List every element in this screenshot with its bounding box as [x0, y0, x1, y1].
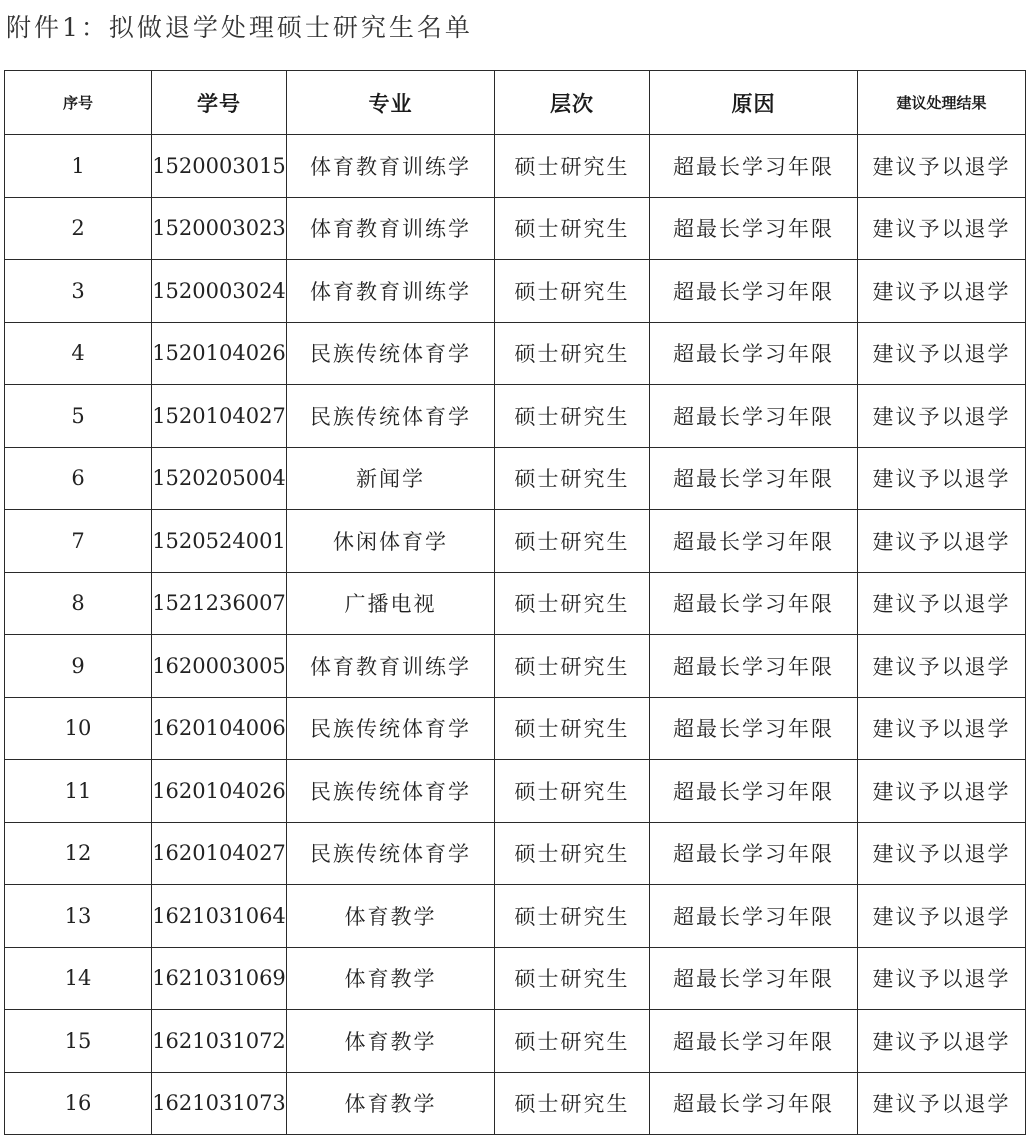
table-row — [5, 260, 1026, 323]
header-level: 层次 — [495, 71, 650, 135]
cell-seq: 15 — [5, 1010, 152, 1073]
cell-reason: 超最长学习年限 — [650, 260, 858, 323]
cell-reason: 超最长学习年限 — [650, 135, 858, 198]
cell-student-id: 1621031072 — [152, 1010, 287, 1073]
cell-result: 建议予以退学 — [858, 197, 1026, 260]
cell-student-id: 1520104027 — [152, 385, 287, 448]
cell-seq: 3 — [5, 260, 152, 323]
cell-reason: 超最长学习年限 — [650, 885, 858, 948]
table-row — [5, 760, 1026, 823]
cell-student-id: 1620003005 — [152, 635, 287, 698]
cell-major: 体育教学 — [287, 947, 495, 1010]
cell-major: 广播电视 — [287, 572, 495, 635]
table-row — [5, 1072, 1026, 1135]
table-row — [5, 697, 1026, 760]
cell-reason: 超最长学习年限 — [650, 760, 858, 823]
cell-result: 建议予以退学 — [858, 385, 1026, 448]
header-reason: 原因 — [650, 71, 858, 135]
cell-result: 建议予以退学 — [858, 447, 1026, 510]
cell-result: 建议予以退学 — [858, 1010, 1026, 1073]
cell-seq: 12 — [5, 822, 152, 885]
cell-reason: 超最长学习年限 — [650, 822, 858, 885]
cell-result: 建议予以退学 — [858, 135, 1026, 198]
cell-level: 硕士研究生 — [495, 510, 650, 573]
cell-level: 硕士研究生 — [495, 1072, 650, 1135]
header-result: 建议处理结果 — [858, 71, 1026, 135]
cell-level: 硕士研究生 — [495, 385, 650, 448]
cell-student-id: 1520524001 — [152, 510, 287, 573]
cell-major: 体育教育训练学 — [287, 197, 495, 260]
cell-major: 民族传统体育学 — [287, 322, 495, 385]
cell-major: 新闻学 — [287, 447, 495, 510]
cell-level: 硕士研究生 — [495, 260, 650, 323]
cell-reason: 超最长学习年限 — [650, 385, 858, 448]
table-row — [5, 947, 1026, 1010]
cell-seq: 5 — [5, 385, 152, 448]
cell-student-id: 1621031064 — [152, 885, 287, 948]
cell-level: 硕士研究生 — [495, 322, 650, 385]
cell-seq: 6 — [5, 447, 152, 510]
cell-level: 硕士研究生 — [495, 447, 650, 510]
header-seq: 序号 — [5, 71, 152, 135]
cell-reason: 超最长学习年限 — [650, 635, 858, 698]
cell-student-id: 1620104027 — [152, 822, 287, 885]
cell-result: 建议予以退学 — [858, 822, 1026, 885]
cell-major: 体育教育训练学 — [287, 635, 495, 698]
cell-result: 建议予以退学 — [858, 322, 1026, 385]
cell-reason: 超最长学习年限 — [650, 322, 858, 385]
table-row — [5, 322, 1026, 385]
table-row — [5, 885, 1026, 948]
table-row — [5, 135, 1026, 198]
table-row — [5, 447, 1026, 510]
cell-seq: 16 — [5, 1072, 152, 1135]
cell-result: 建议予以退学 — [858, 697, 1026, 760]
cell-result: 建议予以退学 — [858, 572, 1026, 635]
cell-student-id: 1520104026 — [152, 322, 287, 385]
cell-reason: 超最长学习年限 — [650, 447, 858, 510]
cell-result: 建议予以退学 — [858, 635, 1026, 698]
cell-level: 硕士研究生 — [495, 947, 650, 1010]
cell-student-id: 1520003024 — [152, 260, 287, 323]
cell-student-id: 1520205004 — [152, 447, 287, 510]
table-row — [5, 1010, 1026, 1073]
cell-result: 建议予以退学 — [858, 947, 1026, 1010]
cell-major: 体育教学 — [287, 885, 495, 948]
cell-student-id: 1520003023 — [152, 197, 287, 260]
cell-seq: 4 — [5, 322, 152, 385]
cell-reason: 超最长学习年限 — [650, 1072, 858, 1135]
cell-student-id: 1521236007 — [152, 572, 287, 635]
cell-major: 民族传统体育学 — [287, 697, 495, 760]
table-row — [5, 822, 1026, 885]
cell-level: 硕士研究生 — [495, 197, 650, 260]
cell-seq: 10 — [5, 697, 152, 760]
header-student-id: 学号 — [152, 71, 287, 135]
table-header — [5, 71, 1026, 135]
cell-major: 体育教育训练学 — [287, 260, 495, 323]
cell-level: 硕士研究生 — [495, 760, 650, 823]
cell-major: 体育教育训练学 — [287, 135, 495, 198]
cell-major: 民族传统体育学 — [287, 822, 495, 885]
cell-student-id: 1620104026 — [152, 760, 287, 823]
document-title: 附件1：拟做退学处理硕士研究生名单 — [6, 13, 473, 42]
table-row — [5, 510, 1026, 573]
cell-seq: 14 — [5, 947, 152, 1010]
cell-major: 休闲体育学 — [287, 510, 495, 573]
cell-result: 建议予以退学 — [858, 885, 1026, 948]
cell-result: 建议予以退学 — [858, 1072, 1026, 1135]
cell-level: 硕士研究生 — [495, 635, 650, 698]
cell-student-id: 1520003015 — [152, 135, 287, 198]
cell-reason: 超最长学习年限 — [650, 1010, 858, 1073]
table-row — [5, 572, 1026, 635]
cell-seq: 7 — [5, 510, 152, 573]
table-row — [5, 385, 1026, 448]
withdrawal-roster-table — [4, 70, 1026, 1135]
cell-seq: 2 — [5, 197, 152, 260]
cell-reason: 超最长学习年限 — [650, 572, 858, 635]
cell-student-id: 1621031073 — [152, 1072, 287, 1135]
cell-reason: 超最长学习年限 — [650, 947, 858, 1010]
cell-reason: 超最长学习年限 — [650, 697, 858, 760]
cell-major: 民族传统体育学 — [287, 760, 495, 823]
cell-level: 硕士研究生 — [495, 572, 650, 635]
header-row — [5, 71, 1026, 135]
cell-major: 体育教学 — [287, 1010, 495, 1073]
cell-major: 体育教学 — [287, 1072, 495, 1135]
cell-student-id: 1620104006 — [152, 697, 287, 760]
cell-major: 民族传统体育学 — [287, 385, 495, 448]
cell-student-id: 1621031069 — [152, 947, 287, 1010]
cell-level: 硕士研究生 — [495, 135, 650, 198]
cell-level: 硕士研究生 — [495, 1010, 650, 1073]
table-row — [5, 197, 1026, 260]
cell-level: 硕士研究生 — [495, 697, 650, 760]
cell-result: 建议予以退学 — [858, 510, 1026, 573]
cell-seq: 11 — [5, 760, 152, 823]
header-major: 专业 — [287, 71, 495, 135]
cell-seq: 1 — [5, 135, 152, 198]
cell-result: 建议予以退学 — [858, 260, 1026, 323]
cell-reason: 超最长学习年限 — [650, 197, 858, 260]
cell-seq: 9 — [5, 635, 152, 698]
cell-level: 硕士研究生 — [495, 885, 650, 948]
cell-level: 硕士研究生 — [495, 822, 650, 885]
table-body — [5, 135, 1026, 1135]
cell-seq: 13 — [5, 885, 152, 948]
cell-result: 建议予以退学 — [858, 760, 1026, 823]
cell-reason: 超最长学习年限 — [650, 510, 858, 573]
cell-seq: 8 — [5, 572, 152, 635]
table-row — [5, 635, 1026, 698]
